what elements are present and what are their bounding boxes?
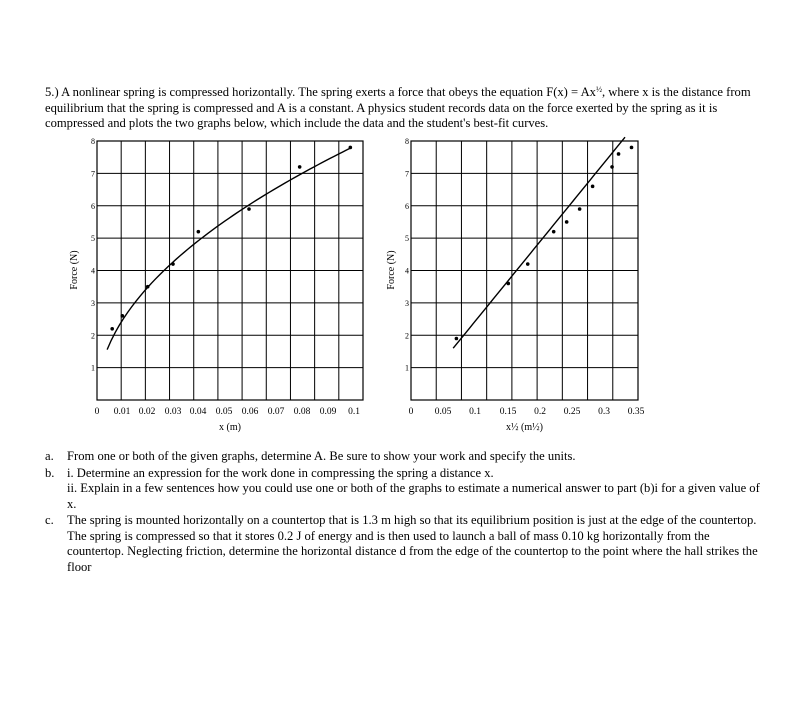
question-a-label: a.: [45, 449, 54, 463]
y-tick-label: 3: [405, 298, 409, 308]
x-tick-label: 0.2: [534, 407, 546, 417]
x-tick-label: 0.03: [164, 407, 182, 417]
best-fit-curve: [107, 148, 350, 349]
data-point: [610, 165, 614, 169]
question-a: [45, 449, 765, 465]
data-point: [146, 285, 150, 289]
data-point: [578, 207, 582, 211]
x-tick-label: 0.3: [598, 407, 610, 417]
x-tick-label: 0.02: [138, 407, 156, 417]
data-point: [630, 146, 634, 150]
y-tick-label: 3: [91, 298, 95, 308]
y-tick-label: 7: [405, 169, 409, 179]
y-tick-label: 5: [405, 234, 409, 244]
x-tick-label: 0.05: [215, 407, 233, 417]
question-b-part-ii: ii. Explain in a few sentences how you could use one or both of the graphs to estimate a numerical answer to part (b)i for a given value of x.: [67, 481, 760, 511]
force-vs-x-chart: [69, 137, 363, 433]
question-list: [45, 449, 765, 576]
x-tick-label: 0: [94, 407, 100, 417]
data-point: [591, 185, 595, 189]
question-c-text: The spring is mounted horizontally on a countertop that is 1.3 m high so that its equilibrium position is just at the edge of the countertop. The spring is compressed so that it stores 0.2 J of energy and is then used to launch a ball of mass 0.10 kg horizontally from the countertop. Neglecting friction, determine the horizontal distance d from the edge of the countertop to the point where the hall strikes the floor: [67, 513, 758, 574]
question-a-text: From one or both of the given graphs, determine A. Be sure to show your work and specify the units.: [67, 449, 576, 463]
y-tick-label: 2: [405, 331, 409, 341]
x-axis-label: x (m): [219, 422, 241, 433]
y-tick-label: 4: [91, 266, 95, 276]
data-point: [171, 262, 175, 266]
question-c-label: c.: [45, 513, 54, 527]
data-point: [110, 327, 114, 331]
data-point: [349, 146, 353, 150]
y-tick-label: 8: [405, 137, 409, 146]
x-tick-label: 0.25: [563, 407, 581, 417]
y-tick-label: 7: [91, 169, 95, 179]
x-tick-label: 0.07: [267, 407, 285, 417]
data-point: [526, 262, 530, 266]
problem-intro-part-b: , where x is the distance from equilibrium that the spring is compressed and A is a constant. A physics student records data on the force exerted by the spring as it is compressed and plots the two graphs below, which include the data and the student's best-fit curves.: [45, 85, 751, 130]
data-point: [565, 220, 569, 224]
y-tick-label: 4: [405, 266, 409, 276]
data-point: [506, 282, 510, 286]
y-tick-label: 1: [91, 363, 95, 373]
x-tick-label: 0.04: [189, 407, 207, 417]
force-vs-sqrt-x-chart: [386, 137, 645, 433]
x-tick-label: 0.08: [293, 407, 311, 417]
x-tick-label: 0.05: [434, 407, 452, 417]
data-point: [247, 207, 251, 211]
data-point: [617, 152, 621, 156]
y-tick-label: 1: [405, 363, 409, 373]
question-b-part-i: i. Determine an expression for the work done in compressing the spring a distance x.: [67, 465, 494, 480]
y-tick-label: 2: [91, 331, 95, 341]
question-b: [45, 466, 765, 513]
problem-number: 5.): [45, 85, 59, 99]
data-point: [121, 314, 125, 318]
x-tick-label: 0: [408, 407, 414, 417]
x-tick-label: 0.01: [113, 407, 131, 417]
question-c: [45, 513, 765, 575]
question-b-label: b.: [45, 465, 55, 480]
x-tick-label: 0.1: [469, 407, 481, 417]
y-tick-label: 6: [91, 201, 95, 211]
y-tick-label: 5: [91, 234, 95, 244]
x-tick-label: 0.09: [319, 407, 337, 417]
x-tick-label: 0.1: [348, 407, 360, 417]
y-tick-label: 6: [405, 201, 409, 211]
y-axis-label: Force (N): [386, 250, 397, 290]
data-point: [298, 165, 302, 169]
problem-intro-part-a: A nonlinear spring is compressed horizontally. The spring exerts a force that obeys the equation F(x) = Ax: [61, 85, 596, 99]
x-tick-label: 0.35: [627, 407, 645, 417]
data-point: [552, 230, 556, 234]
x-tick-label: 0.06: [241, 407, 259, 417]
x-tick-label: 0.15: [499, 407, 517, 417]
best-fit-curve: [453, 137, 625, 348]
data-point: [455, 337, 459, 341]
data-point: [197, 230, 201, 234]
y-tick-label: 8: [91, 137, 95, 146]
x-axis-label: x½ (m½): [506, 422, 543, 433]
exponent-half: ½: [595, 85, 602, 94]
y-axis-label: Force (N): [69, 250, 80, 290]
